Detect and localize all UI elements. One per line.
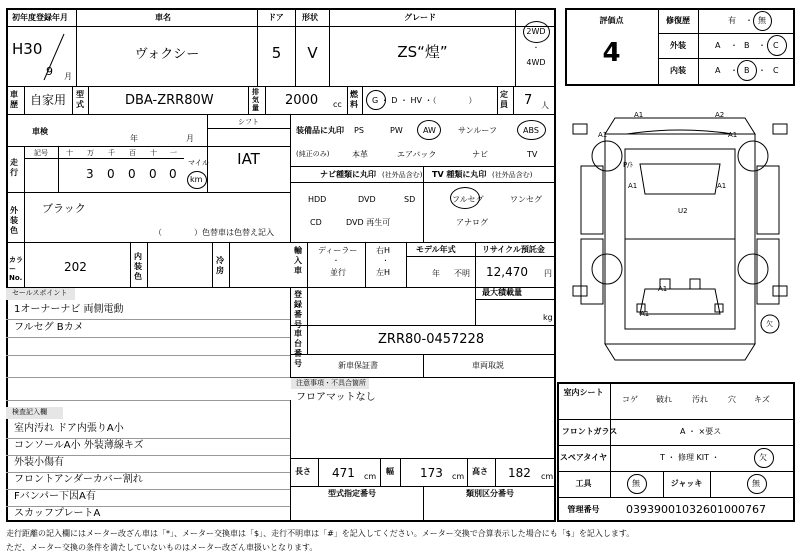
tv-label: TV 種類に丸印 <box>432 170 487 179</box>
inspection-year: 年 <box>130 134 138 143</box>
mgmt-value: 0393900103260100076​7 <box>626 503 766 516</box>
length-value: 471 <box>332 466 355 480</box>
divider <box>307 287 308 354</box>
color-no-label: カラーNo. <box>9 256 23 282</box>
tools-label: 工具 <box>575 479 592 488</box>
import-left-h: 左H <box>376 268 391 277</box>
capacity-value: 7 <box>524 93 533 108</box>
height-label: 高さ <box>472 467 488 476</box>
equip-navi: ナビ <box>472 150 488 159</box>
height-unit: cm <box>541 472 554 481</box>
divider <box>557 497 795 498</box>
recycle-label: リサイクル預託金 <box>482 245 545 254</box>
divider <box>658 33 795 34</box>
equipment-sublabel: (純正のみ) <box>296 150 330 158</box>
ruled-line <box>6 377 290 378</box>
grade-label: グレード <box>404 13 436 22</box>
seat-item: コゲ <box>622 395 638 404</box>
chassis-label: 車台番号 <box>294 329 302 368</box>
mileage-unit-4: 百 <box>129 149 136 157</box>
spare-circled: 欠 <box>759 453 767 462</box>
spare-label: スペアタイヤ <box>559 453 608 462</box>
divider <box>207 128 290 129</box>
divider <box>557 419 795 420</box>
car-name-value: ヴォクシー <box>134 47 200 62</box>
yen-unit: 円 <box>544 269 552 278</box>
ruled-line <box>6 337 290 338</box>
score-label: 評価点 <box>599 16 624 25</box>
mile-label: マイル <box>188 159 209 167</box>
car-diagram-icon <box>565 104 795 376</box>
inspector-label: 検査記入欄 <box>12 408 47 416</box>
divider <box>24 146 25 192</box>
door-label: ドア <box>268 13 284 22</box>
kg-unit: kg <box>543 313 553 322</box>
shift-value: IAT <box>237 150 260 168</box>
divider <box>265 86 266 114</box>
width-unit: cm <box>452 472 465 481</box>
divider <box>6 242 556 243</box>
interior-a: A <box>715 66 721 75</box>
spare-value: T ・ 修理 KIT ・ <box>660 453 720 462</box>
divider <box>400 458 401 486</box>
interior-color-label: 内装色 <box>134 252 142 281</box>
jack-label: ジャッキ <box>670 479 703 488</box>
divider <box>557 471 795 472</box>
displacement-value: 2000 <box>285 93 319 108</box>
import-right-h: 右H <box>376 246 391 255</box>
divider <box>24 192 25 242</box>
ruled-line <box>6 506 290 507</box>
inspection-label: 車検 <box>32 127 48 136</box>
equip-aw: AW <box>423 126 436 135</box>
sales-point-label: セールスポイント <box>12 289 68 297</box>
tools-value: 無 <box>632 479 640 488</box>
dmg-a1-left2: A1 <box>628 182 638 190</box>
divider <box>24 158 184 159</box>
capacity-label: 定員 <box>500 90 508 109</box>
divider <box>6 114 556 115</box>
reg-year-label: 初年度登録年月 <box>12 13 68 22</box>
nav-hdd: HDD <box>308 195 327 204</box>
width-value: 173 <box>420 466 443 480</box>
repair-yes: 有 <box>728 16 736 25</box>
divider <box>88 86 89 114</box>
inspector-line: 室内汚れ ドア内張りA小 <box>14 423 124 434</box>
notes-label: 注意事項・不具合箇所 <box>296 379 366 387</box>
grade-value: ZS“煌” <box>397 43 448 61</box>
interior-dot: ・ <box>758 66 766 75</box>
divider <box>290 287 291 377</box>
width-label: 幅 <box>386 467 394 476</box>
import-parallel: 並行 <box>330 268 346 277</box>
divider <box>290 458 556 459</box>
nav-label: ナビ種類に丸印 <box>320 170 376 179</box>
shape-label: 形状 <box>302 13 318 22</box>
sales-point-line: フルセグ Bカメ <box>14 322 84 333</box>
tv-oneseg: ワンセグ <box>510 195 542 204</box>
seat-item: 穴 <box>728 395 736 404</box>
ruled-line <box>6 455 290 456</box>
inspector-line: スカッフプレートA <box>14 508 101 519</box>
drive-dot: · <box>534 43 538 54</box>
mileage-digit: 3 <box>86 167 94 181</box>
nav-sd: SD <box>404 195 416 204</box>
height-value: 182 <box>508 466 531 480</box>
mileage-digit: 0 <box>107 167 115 181</box>
divider <box>475 242 476 287</box>
divider <box>318 458 319 486</box>
seat-item: 破れ <box>656 395 672 404</box>
glass-label: フロントガラス <box>561 427 618 436</box>
exterior-c: C <box>773 41 779 50</box>
repair-no: 無 <box>758 16 766 25</box>
dmg-a1-top: A1 <box>634 111 644 119</box>
divider <box>347 86 348 114</box>
divider <box>229 242 230 287</box>
import-label: 輸入車 <box>294 246 302 275</box>
divider <box>475 287 476 325</box>
mileage-digit: 0 <box>169 167 177 181</box>
class-number-label: 類別区分番号 <box>466 489 514 498</box>
reg-month-value: 9 <box>46 65 53 78</box>
drive-2wd: 2WD <box>526 27 546 36</box>
divider <box>423 486 424 522</box>
dmg-bar-p: P/ﾄ <box>623 161 634 169</box>
score-value: 4 <box>602 38 621 68</box>
type-designation-label: 型式指定番号 <box>328 489 376 498</box>
notes-value: フロアマットなし <box>296 392 376 403</box>
inspector-line: フロントアンダーカバー割れ <box>14 474 143 485</box>
divider <box>248 86 249 114</box>
divider <box>130 242 131 287</box>
equip-sunroof: サンルーフ <box>458 126 497 135</box>
divider <box>24 242 25 287</box>
mileage-digit: 0 <box>149 167 157 181</box>
fuel-options: G ・ D ・ HV ・（ ） <box>372 96 477 105</box>
usage-label: 車歴 <box>10 90 18 109</box>
divider <box>557 445 795 446</box>
mileage-unit-0: 記号 <box>34 149 48 157</box>
sales-point-line: 1オーナーナビ 両側電動 <box>14 304 124 315</box>
divider <box>6 26 556 27</box>
ruled-line <box>6 472 290 473</box>
divider <box>362 86 363 114</box>
max-load-label: 最大積載量 <box>482 288 522 297</box>
seat-item: キズ <box>754 395 770 404</box>
tv-sub: (社外品含む) <box>492 171 533 179</box>
repair-dot: ・ <box>745 16 753 25</box>
divider <box>58 146 59 192</box>
color-change-note: （ ）色替車は色替え記入 <box>154 228 274 237</box>
mileage-digit: 0 <box>128 167 136 181</box>
divider <box>72 86 73 114</box>
displacement-label: 排気量 <box>252 88 259 112</box>
capacity-unit: 人 <box>541 101 549 110</box>
cold-label: 冷房 <box>216 256 224 275</box>
nav-cd: CD <box>310 218 322 227</box>
equip-ps: PS <box>354 126 364 135</box>
model-year-value: 不明 <box>454 269 470 278</box>
color-no-value: 202 <box>64 260 87 274</box>
recycle-value: 12,470 <box>486 265 528 279</box>
ruled-line <box>6 489 290 490</box>
shift-label: シフト <box>238 118 259 126</box>
ruled-line <box>6 355 290 356</box>
divider <box>290 400 291 522</box>
interior-b: B <box>744 66 750 75</box>
divider <box>406 256 556 257</box>
tv-analog: アナログ <box>456 218 488 227</box>
km-label: km <box>190 175 203 184</box>
exterior-a: A <box>715 41 721 50</box>
divider <box>6 192 290 193</box>
equip-leather: 本革 <box>352 150 368 159</box>
divider <box>147 242 148 287</box>
equipment-label: 装備品に丸印 <box>296 126 344 135</box>
nav-sub: (社外品含む) <box>382 171 423 179</box>
divider <box>406 242 407 287</box>
divider <box>513 86 514 114</box>
car-name-label: 車名 <box>155 13 171 22</box>
divider <box>24 86 25 114</box>
shape-value: V <box>307 44 318 62</box>
dmg-u2: U2 <box>678 207 688 215</box>
divider <box>76 8 77 86</box>
interior-label: 内装 <box>670 66 686 75</box>
import-dealer: ディーラー <box>318 246 358 255</box>
model-value: DBA-ZRR80W <box>125 93 214 108</box>
divider <box>495 458 496 486</box>
divider <box>658 58 795 59</box>
exterior-dot: ・ <box>758 41 766 50</box>
dmg-a1-left: A1 <box>598 131 608 139</box>
reg-year-value: H30 <box>12 40 43 58</box>
import-dot: · <box>383 256 388 267</box>
drive-4wd: 4WD <box>526 58 546 67</box>
inspector-line: コンソールA小 外装薄線キズ <box>14 440 144 451</box>
dmg-a1-right2: A1 <box>717 182 727 190</box>
equip-pw: PW <box>390 126 403 135</box>
divider <box>6 146 290 147</box>
registration-label: 登録番号 <box>294 290 302 329</box>
divider <box>610 382 611 497</box>
dmg-a1-bottom: A1 <box>658 285 668 293</box>
equip-abs: ABS <box>523 126 539 135</box>
mileage-unit-1: 十 <box>66 149 73 157</box>
mileage-unit-2: 万 <box>87 149 94 157</box>
model-year-year: 年 <box>432 269 440 278</box>
mileage-unit-5: 十 <box>150 149 157 157</box>
seat-item: 汚れ <box>692 395 708 404</box>
import-dot: · <box>334 256 338 267</box>
interior-dot: ・ <box>730 66 738 75</box>
month-unit: 月 <box>64 72 72 81</box>
footer-line-2: ただ、メーター交換の条件を満たしていないものはメーター改ざん車扱いとなります。 <box>6 543 318 552</box>
dmg-a1-bottom2: A1 <box>640 310 650 318</box>
nav-dvd-play: DVD 再生可 <box>346 218 391 227</box>
divider <box>212 242 213 287</box>
glass-value: A ・ ×要ス <box>680 427 722 436</box>
divider <box>710 471 711 497</box>
dmg-a2-top: A2 <box>715 111 725 119</box>
length-unit: cm <box>364 472 377 481</box>
divider <box>698 8 699 86</box>
equip-tv: TV <box>527 150 538 159</box>
mileage-label: 走行 <box>10 158 18 177</box>
length-label: 長さ <box>295 467 311 476</box>
tv-fullseg: フルセグ <box>452 195 484 204</box>
usage-value: 自家用 <box>30 93 67 107</box>
new-car-guarantee: 新車保証書 <box>338 361 378 370</box>
chassis-value: ZRR80-0457228 <box>378 332 485 347</box>
inspector-line: 外装小傷有 <box>14 457 64 468</box>
color-value: ブラック <box>42 202 86 215</box>
inspector-line: Fバンパー下因A有 <box>14 491 96 502</box>
repair-label: 修復歴 <box>666 16 690 25</box>
model-year-label: モデル年式 <box>416 245 456 254</box>
divider <box>497 86 498 114</box>
ruled-line <box>6 438 290 439</box>
divider <box>290 114 291 242</box>
cc-unit: cc <box>333 100 342 109</box>
divider <box>423 166 424 242</box>
mileage-unit-6: 一 <box>170 149 177 157</box>
divider <box>290 325 556 326</box>
inspection-month: 月 <box>186 134 194 143</box>
seats-label: 室内シート <box>563 388 604 397</box>
equip-airbag: エアバック <box>397 150 437 159</box>
exterior-b: B <box>744 41 750 50</box>
model-label: 型式 <box>76 90 84 109</box>
exterior-label: 外装 <box>670 41 686 50</box>
color-label: 外装色 <box>10 206 18 235</box>
ruled-line <box>6 400 290 401</box>
divider <box>467 458 468 486</box>
fuel-label: 燃料 <box>350 90 358 109</box>
divider <box>475 299 556 300</box>
interior-c: C <box>773 66 779 75</box>
dmg-ketsu: 欠 <box>766 320 773 328</box>
jack-value: 無 <box>752 479 760 488</box>
footer-line-1: 走行距離の記入欄にはメーター改ざん車は「*」、メーター交換車は「$」、走行不明車は「#」を記入してください。メーター交換で合算表示した場合にも「$」を記入します。 <box>6 529 635 538</box>
exterior-dot: ・ <box>730 41 738 50</box>
dmg-a1-right: A1 <box>728 131 738 139</box>
ruled-line <box>6 319 290 320</box>
mileage-unit-3: 千 <box>108 149 115 157</box>
divider <box>423 354 424 377</box>
vehicle-manual: 車両取説 <box>472 361 504 370</box>
divider <box>380 458 381 486</box>
nav-dvd: DVD <box>358 195 376 204</box>
door-value: 5 <box>271 44 282 62</box>
mgmt-label: 管理番号 <box>567 505 600 514</box>
